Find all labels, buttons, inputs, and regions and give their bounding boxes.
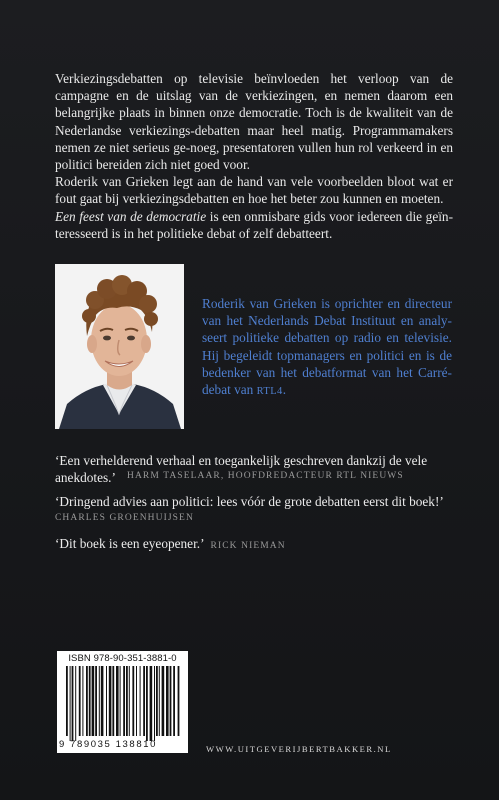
isbn-label: ISBN 978-90-351-3881-0 <box>68 653 177 664</box>
review-quotes <box>55 452 453 565</box>
barcode-bar <box>162 666 165 736</box>
quote-item <box>55 452 453 486</box>
barcode-bar <box>72 666 74 741</box>
blurb-text <box>55 70 453 242</box>
barcode-bar <box>82 666 83 736</box>
barcode-bar <box>70 666 71 741</box>
barcode-bar <box>123 666 125 736</box>
author-bio-text: Roderik van Grieken is oprichter en directeur van het Nederlands Debat Instituut en analy-seert politieke debatten op radio en televisie. Hij begeleidt topmanagers en politici en is de bedenker van het debatformat van het Carré-debat van <box>202 296 452 398</box>
barcode-bar <box>86 666 88 736</box>
barcode-bar <box>129 666 130 736</box>
barcode-bar <box>140 666 141 736</box>
barcode-bar <box>112 666 114 736</box>
barcode-bar <box>120 666 121 736</box>
author-portrait-illustration <box>55 264 184 429</box>
barcode-bar <box>173 666 175 736</box>
barcode-bar <box>75 666 76 741</box>
author-bio <box>202 295 452 400</box>
blurb-paragraph-3 <box>55 208 453 242</box>
quote-text: ‘Dit boek is een eyeopener.’ <box>55 535 205 551</box>
barcode-bar <box>106 666 107 736</box>
blurb-paragraph-3-rest: is een onmisbare gids voor iedereen die geïn-teresseerd is in het politieke debat of zelf debatteert. <box>55 208 453 241</box>
quote-item <box>55 493 453 522</box>
quote-item <box>55 535 453 553</box>
barcode-bar <box>178 666 180 736</box>
quote-author: CHARLES GROENHUIJSEN <box>55 512 194 523</box>
barcode-bar <box>109 666 112 736</box>
barcode-bar <box>143 666 145 736</box>
barcode-bar <box>126 666 128 736</box>
barcode-bar <box>99 666 100 736</box>
barcode-bar <box>156 666 158 736</box>
barcode-bar <box>79 666 81 736</box>
isbn-barcode <box>57 651 188 753</box>
barcode-bar <box>66 666 68 736</box>
barcode-bar <box>159 666 160 736</box>
publisher-url: WWW.UITGEVERIJBERTBAKKER.NL <box>206 744 392 754</box>
book-title: Een feest van de democratie <box>55 208 207 224</box>
barcode-bars <box>57 651 188 753</box>
blurb-paragraph-2: Roderik van Grieken legt aan de hand van vele voorbeelden bloot wat er fout gaat bij verkiezingsdebatten en hoe het beter zou kunnen en moeten. <box>55 174 453 207</box>
quote-text: ‘Een verhelderend verhaal en toegankelijk geschreven dankzij de vele anekdotes.’ <box>55 453 428 486</box>
barcode-bar <box>116 666 119 736</box>
barcode-bar <box>92 666 95 736</box>
blurb-paragraph-1: Verkiezingsdebatten op televisie beïnvloeden het verloop van de campagne en de uitslag van de verkiezingen, en nemen daarom een belangrijke plaats in binnen onze democratie. Toch is de kwaliteit van de Nederlandse verkiezings-debatten maar heel matig. Programmamakers nemen ze niet serieus ge-noeg, presentatoren vullen hun rol verkeerd in en politici bereiden zich niet goed voor. <box>55 71 453 173</box>
barcode-bar <box>95 666 97 736</box>
barcode-bar <box>101 666 104 736</box>
barcode-bar <box>89 666 91 736</box>
barcode-bar <box>136 666 137 736</box>
barcode-bar <box>166 666 169 736</box>
barcode-bar <box>154 666 155 741</box>
barcode-bar <box>170 666 172 736</box>
barcode-bar <box>132 666 134 736</box>
barcode-bar <box>146 666 148 741</box>
author-bio-end: . <box>282 382 287 398</box>
barcode-bar <box>150 666 153 741</box>
quote-author: RICK NIEMAN <box>210 540 286 551</box>
author-photo <box>55 264 184 429</box>
ean-digits: 9 789035 138810 <box>59 739 157 750</box>
tv-station-name: RTL4 <box>256 386 283 398</box>
quote-text: ‘Dringend advies aan politici: lees vóór de grote debatten eerst dit boek!’ <box>55 494 444 510</box>
quote-author-name: HARM TASELAAR, HOOFDREDACTEUR RTL NIEUWS <box>127 471 404 482</box>
